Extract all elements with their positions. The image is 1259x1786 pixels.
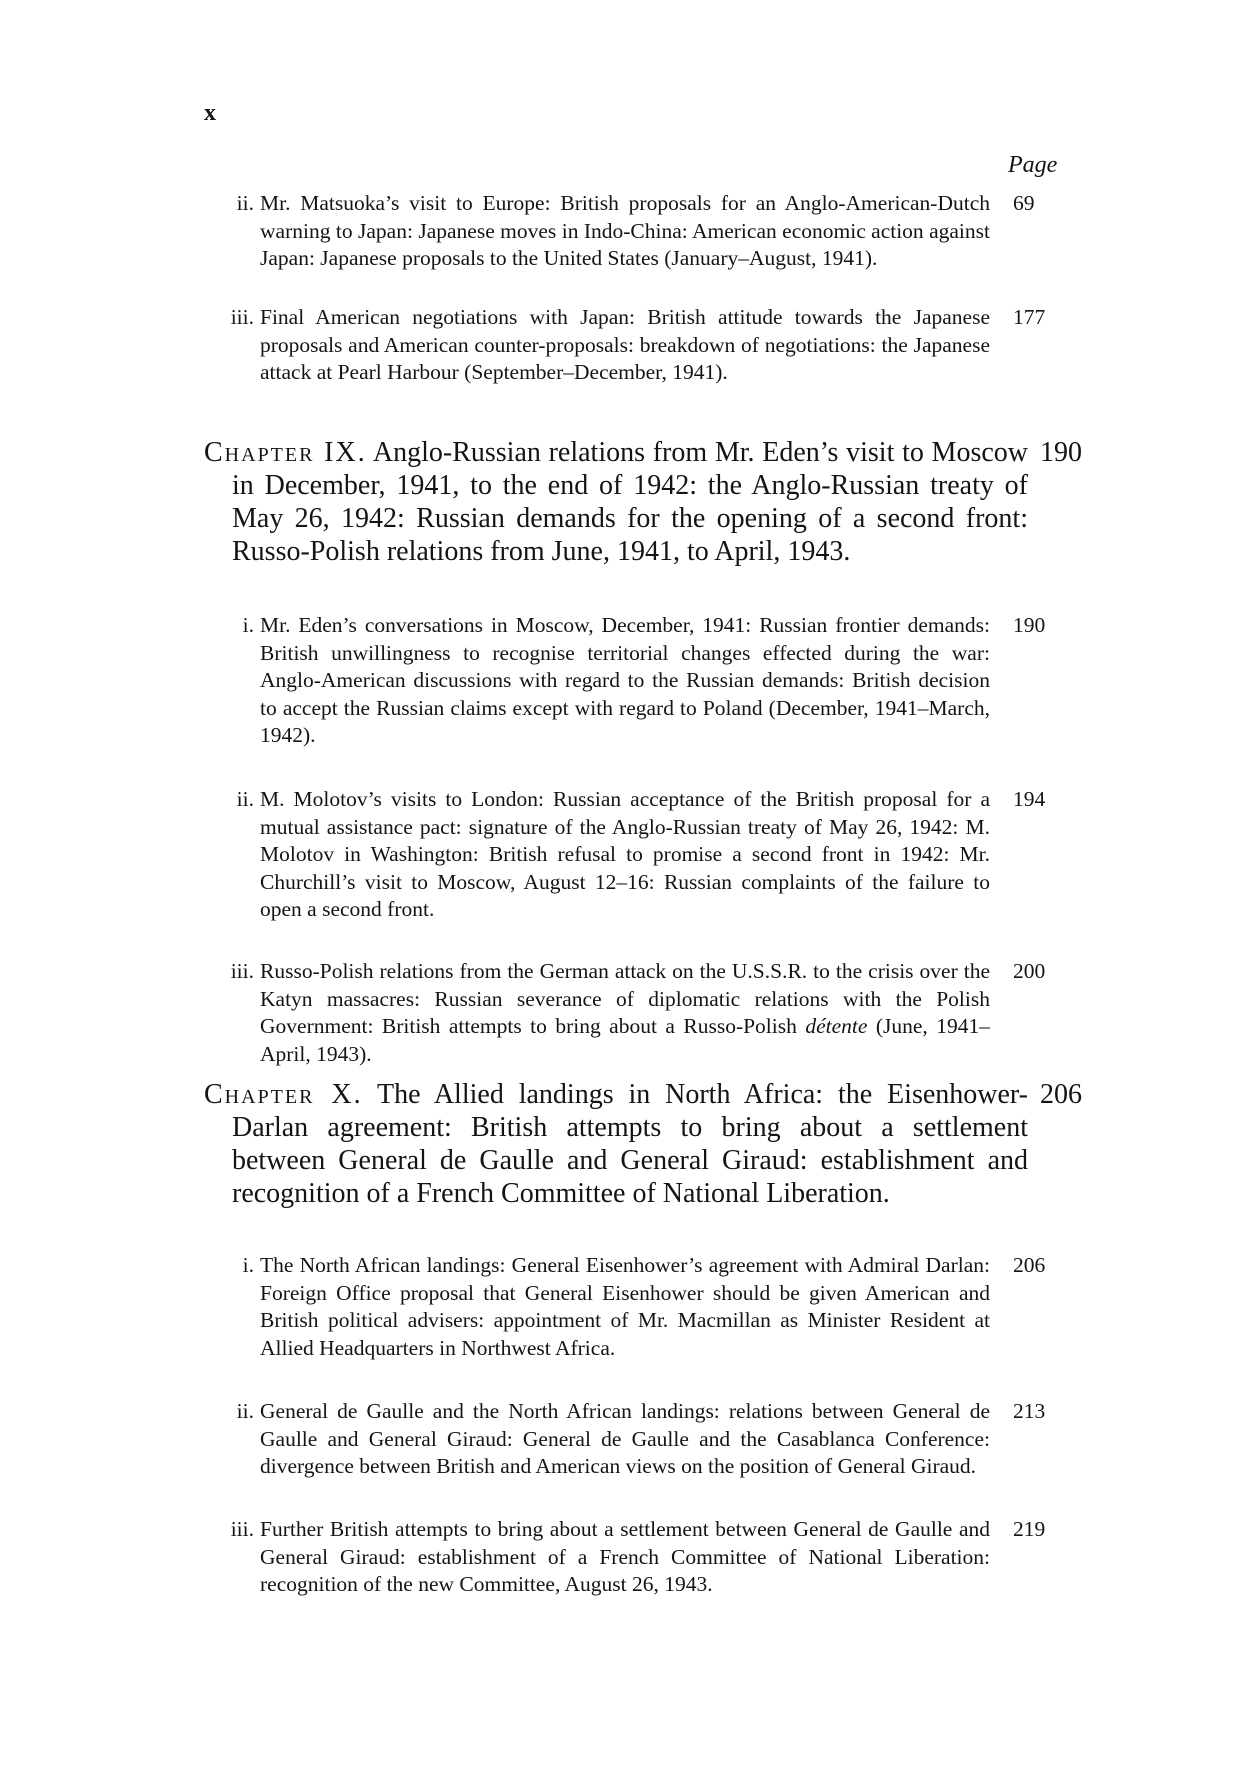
toc-entry-x-iii bbox=[230, 1516, 1046, 1599]
toc-entry-ix-i bbox=[242, 612, 1046, 750]
chapter-page: 206 bbox=[1040, 1079, 1082, 1110]
entry-page: 206 bbox=[1013, 1253, 1046, 1277]
entry-text: Mr. Eden’s conversations in Moscow, December, 1941: Russian frontier demands: British unwillingness to recognise territorial changes effected during the war: Anglo-American discussions with regard to the Russian demands: British decision to accept the Russian claims except with regard to Poland (December, 1941–March, 1942). bbox=[260, 613, 990, 747]
entry-text: M. Molotov’s visits to London: Russian acceptance of the British proposal for a mutual assistance pact: signature of the Anglo-Russian treaty of May 26, 1942: M. Molotov in Washington: British refusal to promise a second front in 1942: Mr. Churchill’s visit to Moscow, August 12–16: Russian complaints of the failure to open a second front. bbox=[260, 787, 990, 921]
toc-entry-ii bbox=[236, 190, 1035, 273]
entry-page: 194 bbox=[1013, 787, 1046, 811]
toc-entry-ix-iii bbox=[230, 958, 1046, 1068]
entry-page: 69 bbox=[1013, 191, 1035, 215]
entry-text-main: Russo-Polish relations from the German attack on the U.S.S.R. to the crisis over the Katyn massacres: Russian severance of diplomatic relations with the Polish Government: British attempts to bring about a Russo-Polish bbox=[260, 959, 990, 1038]
entry-text: General de Gaulle and the North African landings: relations between General de Gaulle and General Giraud: General de Gaulle and the Casablanca Conference: divergence between British and American views on the position of General Giraud. bbox=[260, 1399, 990, 1478]
entry-page: 219 bbox=[1013, 1517, 1046, 1541]
entry-number: iii. bbox=[230, 1517, 254, 1541]
chapter-page: 190 bbox=[1040, 437, 1082, 468]
chapter-ix-heading bbox=[204, 436, 1082, 568]
entry-number: i. bbox=[242, 613, 254, 637]
chapter-title: The Allied landings in North Africa: the Eisenhower-Darlan agreement: British attempts to bring about a settlement between General de Gaulle and General Giraud: establishment and recognition of a French Committee of National Liberation. bbox=[232, 1079, 1029, 1209]
entry-number: i. bbox=[242, 1253, 254, 1277]
entry-text-end: (June, 1941–April, 1943). bbox=[260, 1014, 991, 1066]
entry-number: iii. bbox=[230, 305, 254, 329]
entry-page: 200 bbox=[1013, 959, 1046, 983]
page-numeral: x bbox=[204, 100, 216, 126]
chapter-label: Chapter X. bbox=[204, 1079, 363, 1110]
toc-entry-x-i bbox=[242, 1252, 1046, 1362]
entry-number: ii. bbox=[236, 787, 254, 811]
toc-entry-iii bbox=[230, 304, 1046, 387]
entry-text: Final American negotiations with Japan: British attitude towards the Japanese proposals and American counter-proposals: breakdown of negotiations: the Japanese attack at Pearl Harbour (September–December, 1941). bbox=[260, 305, 990, 384]
entry-number: ii. bbox=[236, 191, 254, 215]
page-column-label: Page bbox=[1008, 152, 1058, 178]
entry-text-italic: détente bbox=[805, 1014, 868, 1038]
entry-page: 177 bbox=[1013, 305, 1046, 329]
entry-page: 213 bbox=[1013, 1399, 1046, 1423]
entry-text bbox=[260, 958, 990, 1068]
chapter-label: Chapter IX. bbox=[204, 437, 367, 468]
chapter-title: Anglo-Russian relations from Mr. Eden’s visit to Moscow in December, 1941, to the end of 1942: the Anglo-Russian treaty of May 26, 1942: Russian demands for the opening of a second front: Russo-Polish relations from June, 1941, to April, 1943. bbox=[232, 437, 1028, 567]
entry-number: iii. bbox=[230, 959, 254, 983]
entry-text: Further British attempts to bring about a settlement between General de Gaulle and General Giraud: establishment of a French Committee of National Liberation: recognition of the new Committee, August 26, 1943. bbox=[260, 1517, 990, 1596]
entry-number: ii. bbox=[236, 1399, 254, 1423]
entry-text: Mr. Matsuoka’s visit to Europe: British proposals for an Anglo-American-Dutch warning to Japan: Japanese moves in Indo-China: American economic action against Japan: Japanese proposals to the United States (January–August, 1941). bbox=[260, 191, 990, 270]
entry-page: 190 bbox=[1013, 613, 1046, 637]
toc-entry-ix-ii bbox=[236, 786, 1046, 924]
chapter-x-heading bbox=[204, 1078, 1082, 1210]
entry-text: The North African landings: General Eisenhower’s agreement with Admiral Darlan: Foreign Office proposal that General Eisenhower should be given American and British political advisers: appointment of Mr. Macmillan as Minister Resident at Allied Headquarters in Northwest Africa. bbox=[260, 1253, 990, 1360]
toc-entry-x-ii bbox=[236, 1398, 1046, 1481]
